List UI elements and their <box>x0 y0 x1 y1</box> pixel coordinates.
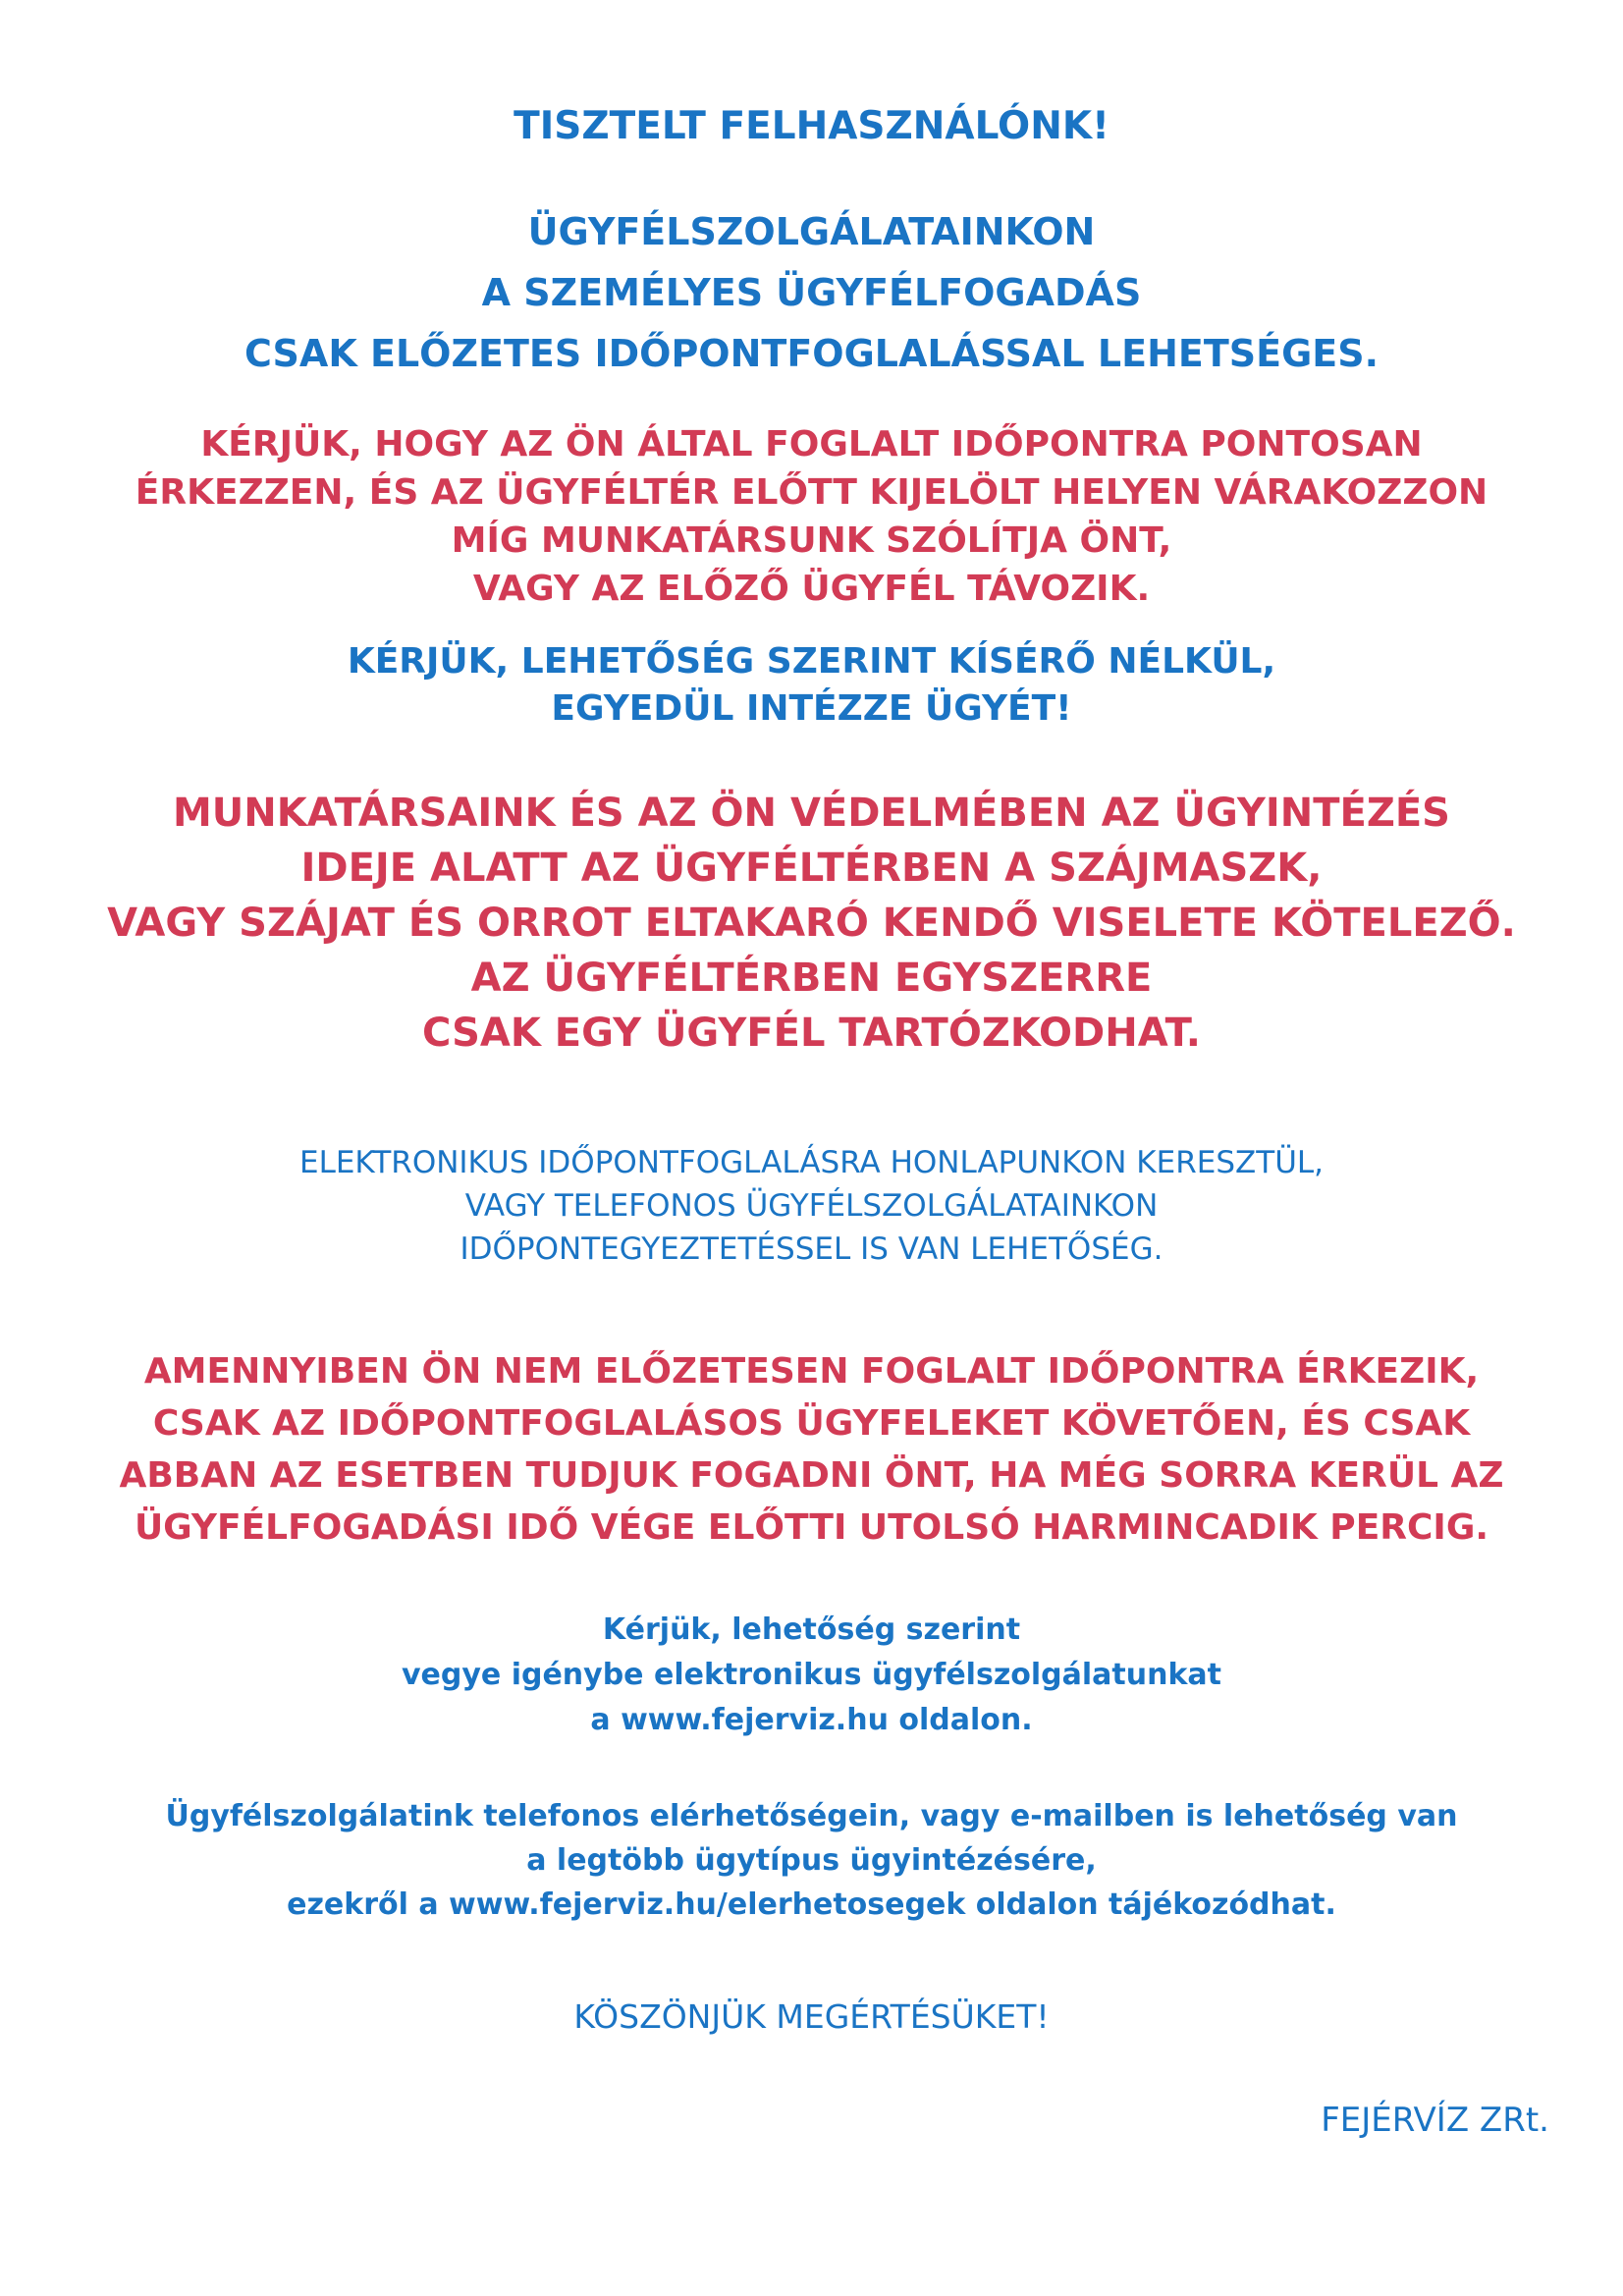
walk-in-line: ABBAN AZ ESETBEN TUDJUK FOGADNI ÖNT, HA MÉG SORRA KERÜL AZ <box>119 1455 1504 1496</box>
intro-line: CSAK ELŐZETES IDŐPONTFOGLALÁSSAL LEHETSÉGES. <box>243 332 1380 375</box>
title-line: TISZTELT FELHASZNÁLÓNK! <box>514 104 1109 148</box>
alone-line: KÉRJÜK, LEHETŐSÉG SZERINT KÍSÉRŐ NÉLKÜL, <box>347 641 1276 682</box>
arrival-line: VAGY AZ ELŐZŐ ÜGYFÉL TÁVOZIK. <box>472 569 1151 609</box>
alone-line: EGYEDÜL INTÉZZE ÜGYÉT! <box>551 688 1072 729</box>
unaccompanied-paragraph <box>59 638 1564 733</box>
walk-in-paragraph <box>59 1345 1564 1554</box>
arrival-line: MÍG MUNKATÁRSUNK SZÓLÍTJA ÖNT, <box>451 520 1172 561</box>
online-booking-line: VAGY TELEFONOS ÜGYFÉLSZOLGÁLATAINKON <box>464 1188 1159 1224</box>
e-service-paragraph <box>59 1608 1564 1743</box>
contact-line: a legtöbb ügytípus ügyintézésére, <box>526 1843 1097 1878</box>
arrival-line: ÉRKEZZEN, ÉS AZ ÜGYFÉLTÉR ELŐTT KIJELÖLT HELYEN VÁRAKOZZON <box>135 472 1488 513</box>
e-service-line: Kérjük, lehetőség szerint <box>602 1613 1021 1647</box>
contact-line: ezekről a www.fejerviz.hu/elerhetosegek oldalon tájékozódhat. <box>287 1887 1336 1922</box>
mask-line: CSAK EGY ÜGYFÉL TARTÓZKODHAT. <box>422 1011 1201 1056</box>
intro-line: A SZEMÉLYES ÜGYFÉLFOGADÁS <box>481 271 1142 314</box>
e-service-line: a www.fejerviz.hu oldalon. <box>590 1703 1033 1737</box>
walk-in-line: CSAK AZ IDŐPONTFOGLALÁSOS ÜGYFELEKET KÖVETŐEN, ÉS CSAK <box>152 1403 1471 1444</box>
mask-line: MUNKATÁRSAINK ÉS AZ ÖN VÉDELMÉBEN AZ ÜGYINTÉZÉS <box>173 791 1450 836</box>
walk-in-line: ÜGYFÉLFOGADÁSI IDŐ VÉGE ELŐTTI UTOLSÓ HARMINCADIK PERCIG. <box>134 1507 1489 1548</box>
thanks-text: KÖSZÖNJÜK MEGÉRTÉSÜKET! <box>573 1997 1050 2036</box>
thanks-line <box>59 1994 1564 2041</box>
online-booking-line: ELEKTRONIKUS IDŐPONTFOGLALÁSRA HONLAPUNKON KERESZTÜL, <box>298 1145 1325 1180</box>
mask-line: VAGY SZÁJAT ÉS ORROT ELTAKARÓ KENDŐ VISELETE KÖTELEZŐ. <box>107 901 1516 946</box>
arrival-instructions-paragraph <box>59 420 1564 613</box>
mask-requirement-paragraph <box>59 786 1564 1061</box>
online-booking-paragraph <box>59 1141 1564 1271</box>
contact-line: Ügyfélszolgálatink telefonos elérhetőségein, vagy e-mailben is lehetőség van <box>165 1799 1458 1833</box>
company-signature: FEJÉRVÍZ ZRt. <box>1321 2101 1549 2140</box>
e-service-line: vegye igénybe elektronikus ügyfélszolgálatunkat <box>401 1658 1222 1692</box>
online-booking-line: IDŐPONTEGYEZTETÉSSEL IS VAN LEHETŐSÉG. <box>460 1231 1163 1267</box>
mask-line: AZ ÜGYFÉLTÉRBEN EGYSZERRE <box>470 956 1153 1001</box>
intro-line: ÜGYFÉLSZOLGÁLATAINKON <box>527 210 1096 253</box>
contact-paragraph <box>59 1794 1564 1927</box>
arrival-line: KÉRJÜK, HOGY AZ ÖN ÁLTAL FOGLALT IDŐPONTRA PONTOSAN <box>200 424 1423 465</box>
appointment-only-paragraph <box>59 201 1564 384</box>
walk-in-line: AMENNYIBEN ÖN NEM ELŐZETESEN FOGLALT IDŐPONTRA ÉRKEZIK, <box>143 1351 1480 1392</box>
notice-title <box>59 99 1564 154</box>
mask-line: IDEJE ALATT AZ ÜGYFÉLTÉRBEN A SZÁJMASZK, <box>300 846 1323 891</box>
